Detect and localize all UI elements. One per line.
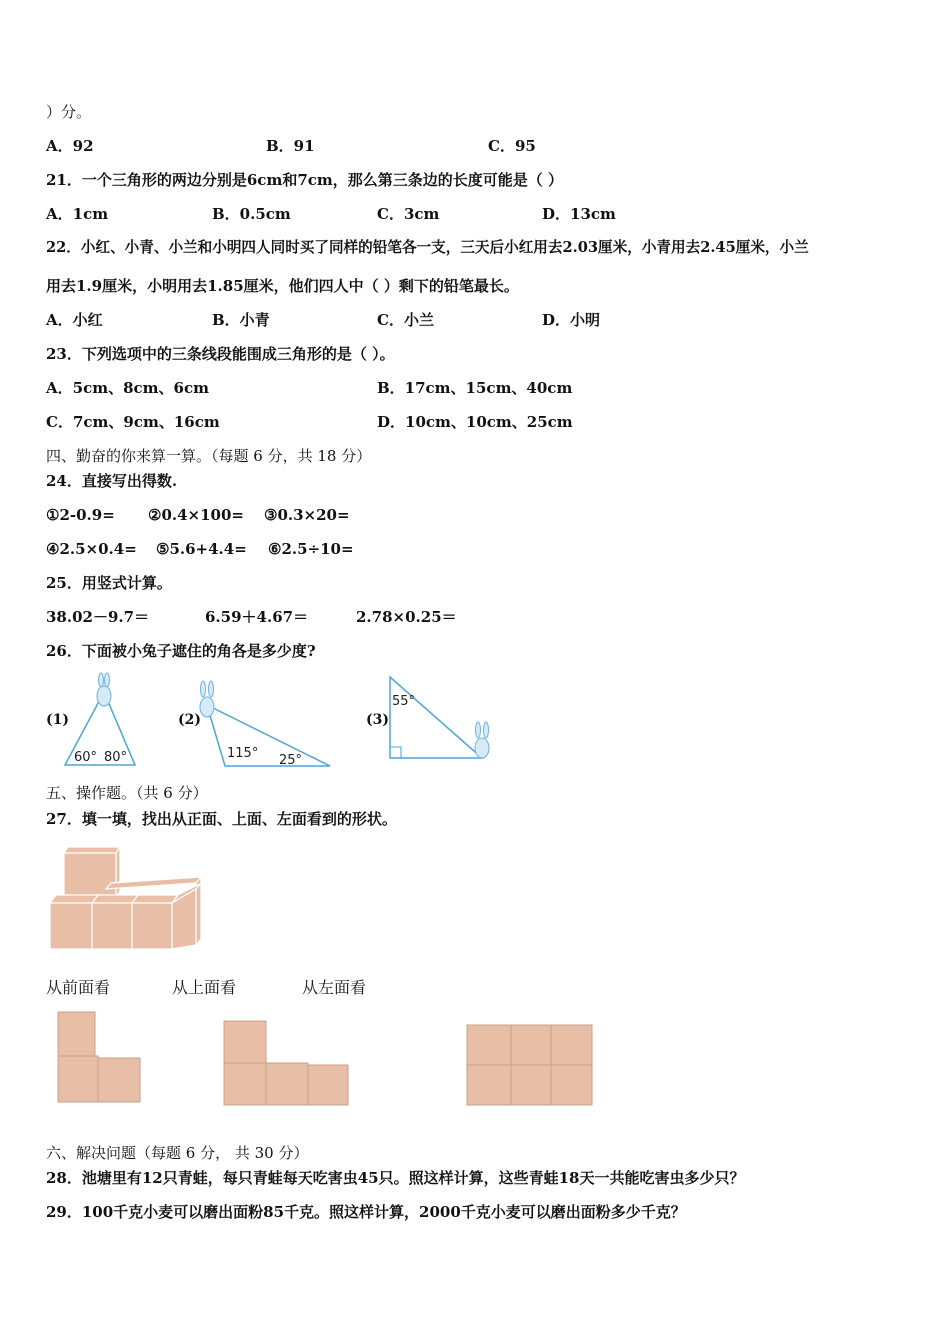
q20-tail: ）分。: [46, 103, 92, 121]
q21-question: 21．一个三角形的两边分别是6cm和7cm，那么第三条边的长度可能是（ ）: [46, 171, 563, 189]
section4-title: 四、勤奋的你来算一算。（每题 6 分，共 18 分）: [46, 447, 372, 465]
q22-question-line2: 用去1.9厘米，小明用去1.85厘米，他们四人中（ ）剩下的铅笔最长。: [46, 277, 519, 295]
q22-option-d[interactable]: D．小明: [542, 311, 601, 329]
q23-question: 23．下列选项中的三条线段能围成三角形的是（ ）。: [46, 345, 395, 363]
q27-view-top-label: 从上面看: [172, 978, 237, 997]
q22-option-a[interactable]: A．小红: [46, 311, 103, 329]
q27-view-front-label: 从前面看: [46, 978, 111, 997]
q26-figure1-triangle: [60, 670, 140, 770]
q26-figure3-triangle: [387, 674, 497, 766]
q25-question: 25．用竖式计算。: [46, 574, 172, 592]
q24-question: 24．直接写出得数.: [46, 472, 178, 490]
q22-question-line1: 22．小红、小青、小兰和小明四人同时买了同样的铅笔各一支，三天后小红用去2.03厘米，小青用去2.45厘米，小兰: [46, 239, 809, 256]
q24-item-5: ⑤5.6+4.4=: [156, 540, 247, 558]
q26-figure3-label: (3): [366, 712, 389, 728]
q27-shape-b[interactable]: [220, 1018, 354, 1108]
q21-option-a[interactable]: A．1cm: [46, 205, 109, 223]
q27-shape-c[interactable]: [463, 1020, 597, 1110]
q26-figure1-angle-60: 60°: [74, 750, 98, 765]
q24-item-3: ③0.3×20=: [264, 506, 350, 524]
q26-figure3-angle-55: 55°: [392, 694, 416, 709]
q27-view-left-label: 从左面看: [302, 978, 367, 997]
q25-item-2: 6.59＋4.67＝: [205, 608, 309, 626]
q26-figure1-label: (1): [46, 712, 69, 728]
q22-option-c[interactable]: C．小兰: [377, 311, 434, 329]
q23-option-b[interactable]: B．17cm、15cm、40cm: [377, 379, 573, 397]
section5-title: 五、操作题。（共 6 分）: [46, 784, 208, 802]
q20-option-a[interactable]: A．92: [46, 137, 94, 155]
q23-option-a[interactable]: A．5cm、8cm、6cm: [46, 379, 209, 397]
q26-question: 26．下面被小兔子遮住的角各是多少度?: [46, 642, 316, 660]
q26-figure2-triangle: [195, 675, 335, 770]
q24-item-4: ④2.5×0.4=: [46, 540, 137, 558]
q21-option-d[interactable]: D．13cm: [542, 205, 616, 223]
q27-question: 27．填一填，找出从正面、上面、左面看到的形状。: [46, 810, 397, 828]
q23-option-d[interactable]: D．10cm、10cm、25cm: [377, 413, 573, 431]
section6-title: 六、解决问题（每题 6 分， 共 30 分）: [46, 1144, 309, 1162]
q26-figure2-label: (2): [178, 712, 201, 728]
q21-option-b[interactable]: B．0.5cm: [212, 205, 291, 223]
rabbit-icon: [200, 681, 214, 717]
q28-question: 28．池塘里有12只青蛙，每只青蛙每天吃害虫45只。照这样计算，这些青蛙18天一共能吃害虫多少只？: [46, 1169, 745, 1187]
q24-item-6: ⑥2.5÷10=: [268, 540, 354, 558]
q24-item-1: ①2-0.9=: [46, 506, 115, 524]
q20-option-c[interactable]: C．95: [488, 137, 536, 155]
rabbit-icon: [97, 673, 111, 706]
q21-option-c[interactable]: C．3cm: [377, 205, 440, 223]
rabbit-icon: [475, 722, 489, 758]
q26-figure1-angle-80: 80°: [104, 750, 128, 765]
q20-option-b[interactable]: B．91: [266, 137, 315, 155]
q22-option-b[interactable]: B．小青: [212, 311, 270, 329]
q27-cube-stack: [46, 843, 206, 953]
q23-option-c[interactable]: C．7cm、9cm、16cm: [46, 413, 220, 431]
q25-item-1: 38.02－9.7＝: [46, 608, 150, 626]
q24-item-2: ②0.4×100=: [148, 506, 244, 524]
q26-figure2-angle-25: 25°: [279, 753, 303, 768]
q27-shape-a[interactable]: [55, 1010, 145, 1106]
q26-figure2-angle-115: 115°: [227, 746, 259, 761]
q25-item-3: 2.78×0.25＝: [356, 608, 457, 626]
q29-question: 29．100千克小麦可以磨出面粉85千克。照这样计算，2000千克小麦可以磨出面粉多少千克？: [46, 1203, 686, 1221]
